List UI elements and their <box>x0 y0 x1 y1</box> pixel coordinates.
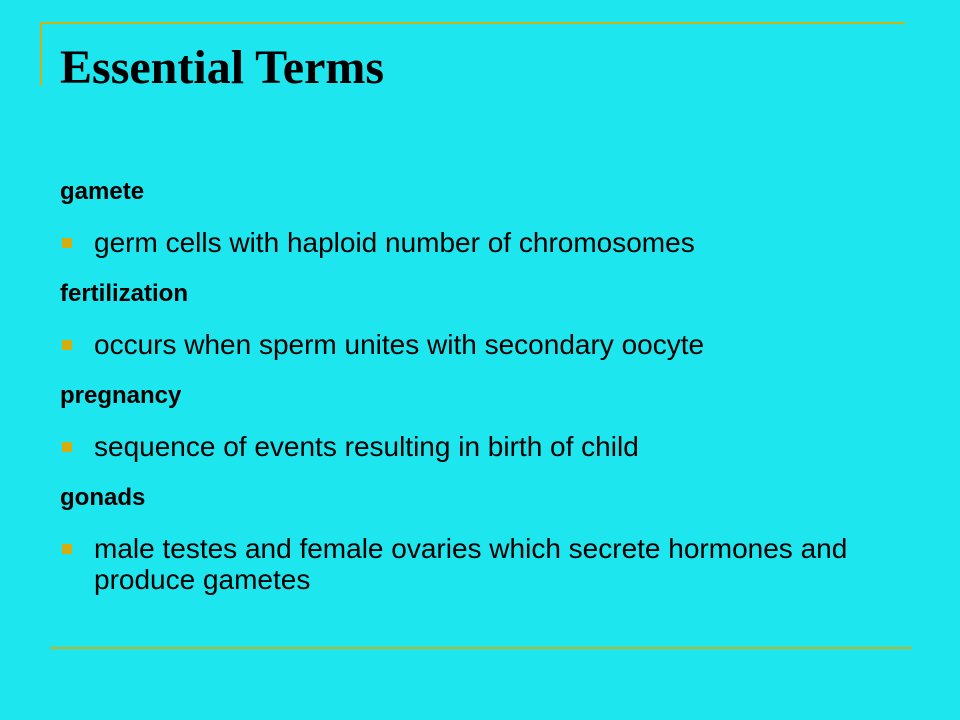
terms-list <box>60 177 880 616</box>
slide-title: Essential Terms <box>60 41 385 94</box>
definition-text: sequence of events resulting in birth of child <box>94 431 639 462</box>
square-bullet-icon <box>62 238 72 248</box>
definition-text: occurs when sperm unites with secondary oocyte <box>94 329 705 360</box>
definition-text: germ cells with haploid number of chromosomes <box>94 227 695 258</box>
square-bullet-icon <box>62 340 72 350</box>
bottom-rule <box>50 647 912 649</box>
square-bullet-icon <box>62 544 72 554</box>
term-gamete: gamete <box>60 178 145 205</box>
top-rule <box>40 22 905 24</box>
definition-pregnancy <box>60 431 880 462</box>
definition-fertilization <box>60 329 880 360</box>
square-bullet-icon <box>62 442 72 452</box>
term-pregnancy: pregnancy <box>60 382 182 409</box>
term-fertilization: fertilization <box>60 280 189 307</box>
definition-gonads <box>60 533 880 595</box>
definition-gamete <box>60 227 880 258</box>
term-gonads: gonads <box>60 484 146 511</box>
left-rule <box>40 22 42 86</box>
definition-text: male testes and female ovaries which secrete hormones and produce gametes <box>94 533 848 595</box>
